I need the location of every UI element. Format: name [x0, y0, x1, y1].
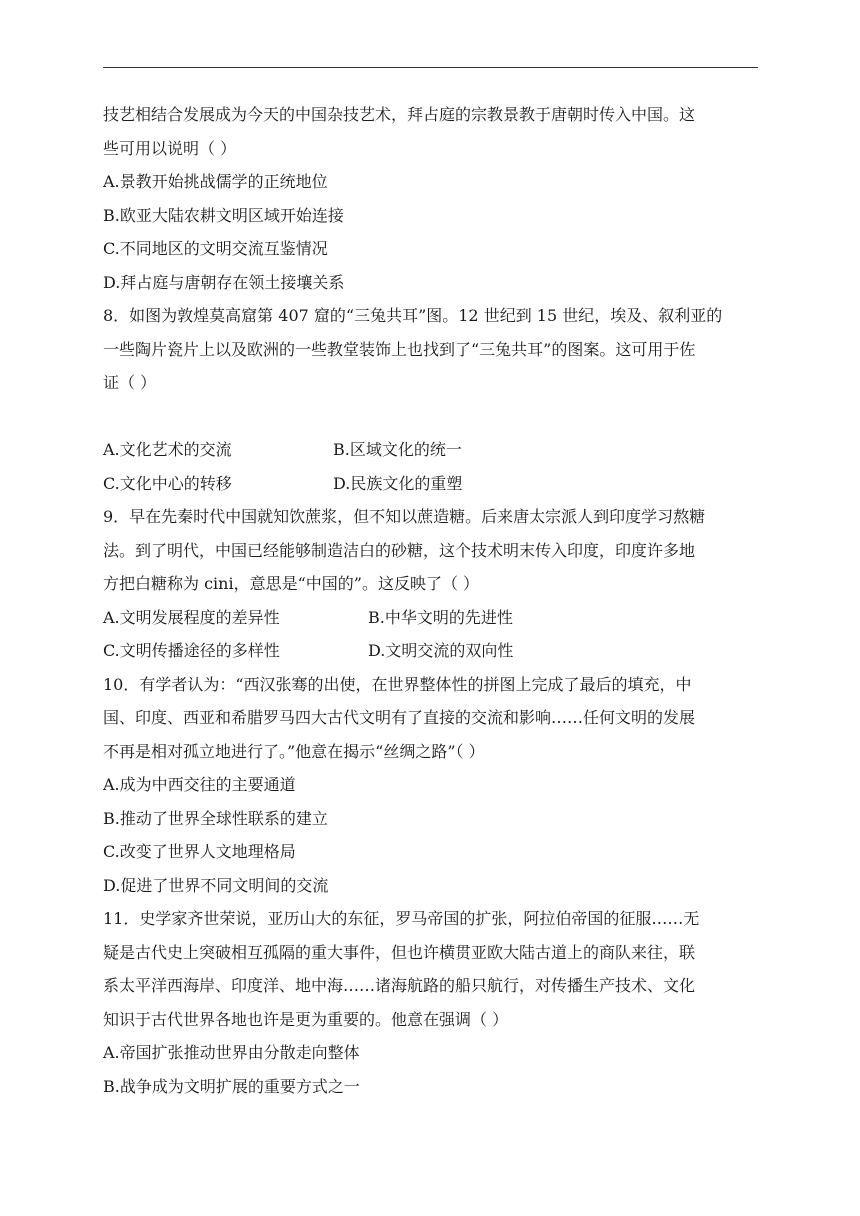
- question-9-options-row: [103, 601, 763, 635]
- question-7-option-c: C.不同地区的文明交流互鉴情况: [103, 239, 328, 258]
- header-rule: [103, 67, 758, 68]
- question-9-option-a: A.文明发展程度的差异性: [103, 607, 280, 627]
- question-9-option-c: C.文明传播途径的多样性: [103, 641, 280, 660]
- document-body: [103, 98, 763, 1103]
- question-9-option-b: B.中华文明的先进性: [368, 607, 513, 627]
- question-9-options-row: [103, 634, 763, 668]
- question-8-option-b: B.区域文化的统一: [333, 440, 462, 459]
- question-10-option-d: D.促进了世界不同文明间的交流: [103, 875, 329, 895]
- question-11-option-a: A.帝国扩张推动世界由分散走向整体: [103, 1043, 360, 1062]
- question-7-option-b: B.欧亚大陆农耕文明区域开始连接: [103, 205, 344, 225]
- question-11-stem-line: 知识于古代世界各地也许是更为重要的。他意在强调（ ）: [103, 1009, 509, 1029]
- question-11-option-b: B.战争成为文明扩展的重要方式之一: [103, 1076, 360, 1096]
- question-10-option-a: A.成为中西交往的主要通道: [103, 775, 296, 794]
- question-8-stem-line: 证（ ）: [103, 373, 157, 392]
- question-8-stem-line: 一些陶片瓷片上以及欧洲的一些教堂装饰上也找到了“三兔共耳”的图案。这可用于佐: [103, 339, 696, 359]
- question-10-option-c: C.改变了世界人文地理格局: [103, 842, 296, 861]
- question-11-stem-line: 系太平洋西海岸、印度洋、地中海……诸海航路的船只航行，对传播生产技术、文化: [103, 976, 696, 995]
- question-11-stem-line: 11．史学家齐世荣说，亚历山大的东征，罗马帝国的扩张，阿拉伯帝国的征服……无: [103, 909, 700, 928]
- question-8-option-a: A.文化艺术的交流: [103, 440, 232, 459]
- question-8-figure-space: [103, 400, 763, 434]
- question-11-stem-line: 疑是古代史上突破相互孤隔的重大事件，但也许横贯亚欧大陆古道上的商队来往，联: [103, 942, 696, 962]
- question-8-options-row: [103, 467, 763, 501]
- question-10-stem-line: 国、印度、西亚和希腊罗马四大古代文明有了直接的交流和影响……任何文明的发展: [103, 708, 696, 727]
- question-9-stem-line: 方把白糖称为 cini，意思是“中国的”。这反映了（ ）: [103, 574, 480, 593]
- question-8-option-c: C.文化中心的转移: [103, 473, 232, 493]
- question-7-option-d: D.拜占庭与唐朝存在领土接壤关系: [103, 272, 345, 292]
- question-9-stem-line: 9．早在先秦时代中国就知饮蔗浆，但不知以蔗造糖。后来唐太宗派人到印度学习熬糖: [103, 507, 706, 526]
- question-7-option-a: A.景教开始挑战儒学的正统地位: [103, 172, 328, 191]
- question-7-stem-line: 技艺相结合发展成为今天的中国杂技艺术，拜占庭的宗教景教于唐朝时传入中国。这: [103, 105, 696, 124]
- question-10-stem-line: 不再是相对孤立地进行了。”他意在揭示“丝绸之路”（ ）: [103, 741, 485, 761]
- question-10-stem-line: 10．有学者认为：“西汉张骞的出使，在世界整体性的拼图上完成了最后的填充，中: [103, 674, 692, 694]
- question-9-option-d: D.文明交流的双向性: [368, 641, 514, 660]
- question-8-options-row: [103, 433, 763, 467]
- question-7-stem-line: 些可用以说明（ ）: [103, 138, 237, 158]
- question-9-stem-line: 法。到了明代，中国已经能够制造洁白的砂糖，这个技术明末传入印度，印度许多地: [103, 540, 696, 560]
- question-10-option-b: B.推动了世界全球性联系的建立: [103, 808, 328, 828]
- question-8-stem-line: 8．如图为敦煌莫高窟第 407 窟的“三兔共耳”图。12 世纪到 15 世纪，埃及、叙利亚的: [103, 306, 723, 325]
- question-8-option-d: D.民族文化的重塑: [333, 473, 463, 493]
